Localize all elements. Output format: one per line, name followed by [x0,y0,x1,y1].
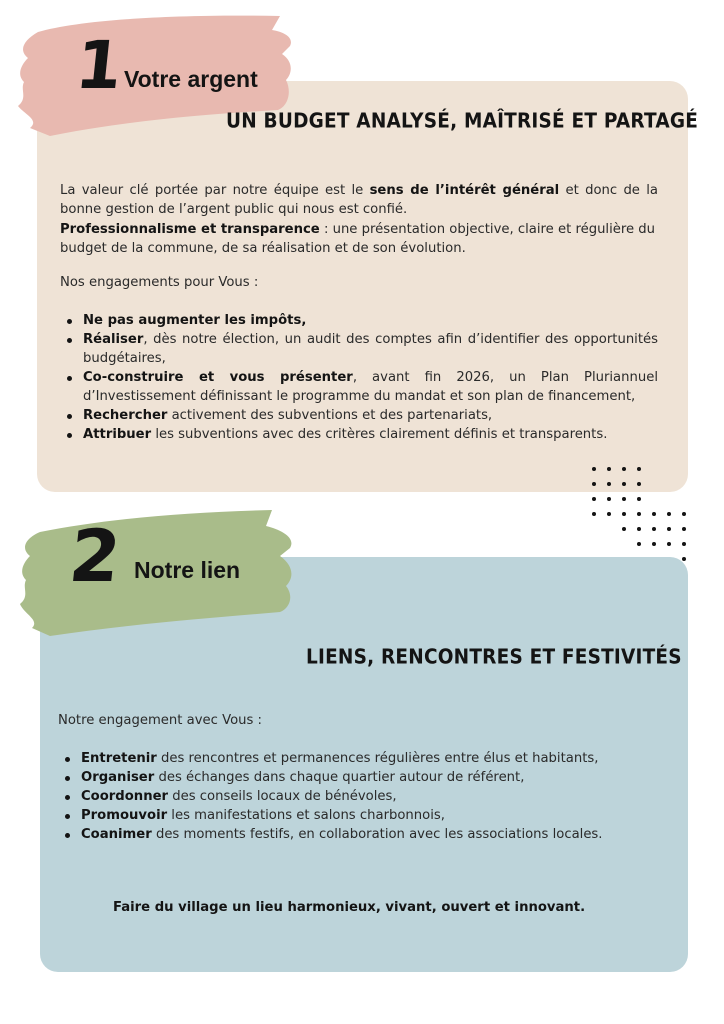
dot [682,527,686,531]
list-item: Ne pas augmenter les impôts, [60,311,658,330]
dot [622,482,626,486]
dot [637,527,641,531]
dot [592,497,596,501]
dot [637,467,641,471]
community-commitments-list [58,749,668,844]
dot [607,482,611,486]
dot [682,512,686,516]
list-item: Réaliser, dès notre élection, un audit des comptes afin d’identifier des opportunités budgétaires, [60,330,658,368]
dot [622,512,626,516]
dot [607,512,611,516]
dot [622,527,626,531]
section-title-notre-lien: Notre lien [134,557,241,583]
dot [637,497,641,501]
dot [592,467,596,471]
list-item: Coanimer des moments festifs, en collaboration avec les associations locales. [58,825,668,844]
dot [682,542,686,546]
budget-intro-paragraph: La valeur clé portée par notre équipe est le sens de l’intérêt général et donc de la bonne gestion de l’argent public qui nous est confié. [60,183,658,217]
dot [667,542,671,546]
dot [652,542,656,546]
dot [592,512,596,516]
list-item: Co-construire et vous présenter, avant fin 2026, un Plan Pluriannuel d’Investissement définissant le programme du mandat et son plan de financement, [60,368,658,406]
dot [592,482,596,486]
section-title-votre-argent: Votre argent [124,66,258,92]
list-item: Rechercher activement des subventions et des partenariats, [60,406,658,425]
section-number-1: 1 [72,27,127,104]
dot [637,542,641,546]
engagements-intro: Nos engagements pour Vous : [60,275,259,290]
community-headline: LIENS, RENCONTRES ET FESTIVITÉS [306,645,682,670]
list-item: Entretenir des rencontres et permanences régulières entre élus et habitants, [58,749,668,768]
list-item: Promouvoir les manifestations et salons charbonnois, [58,806,668,825]
community-intro: Notre engagement avec Vous : [58,713,262,728]
budget-commitments-list [60,311,658,444]
dot [607,467,611,471]
budget-headline: UN BUDGET ANALYSÉ, MAÎTRISÉ ET PARTAGÉ [226,109,699,134]
list-item: Attribuer les subventions avec des critères clairement définis et transparents. [60,425,658,444]
list-item: Organiser des échanges dans chaque quartier autour de référent, [58,768,668,787]
transparency-paragraph: Professionnalisme et transparence : une présentation objective, claire et régulière du budget de la commune, de sa réalisation et de son évolution. [60,222,656,256]
dot [667,512,671,516]
section-number-2: 2 [65,514,125,598]
dot [607,497,611,501]
dot [622,497,626,501]
dot [682,557,686,561]
dot [637,512,641,516]
closing-statement: Faire du village un lieu harmonieux, vivant, ouvert et innovant. [113,900,586,915]
dot [652,512,656,516]
dot [652,527,656,531]
dot [622,467,626,471]
dot [667,527,671,531]
dot [637,482,641,486]
list-item: Coordonner des conseils locaux de bénévoles, [58,787,668,806]
